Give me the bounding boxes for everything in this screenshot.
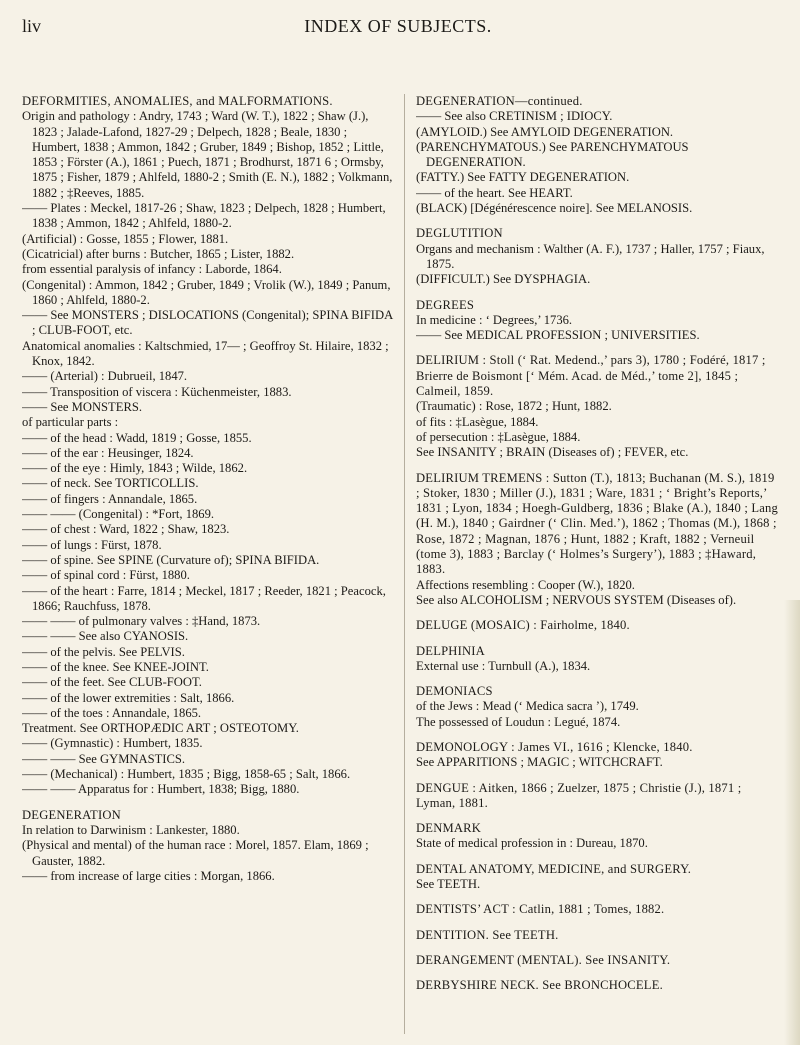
index-entry	[22, 94, 394, 798]
left-column	[22, 94, 394, 1034]
entry-line: —— Plates : Meckel, 1817-26 ; Shaw, 1823 ; Delpech, 1828 ; Humbert, 1838 ; Ammon, 1842 ; Ahlfeld, 1880-2.	[22, 201, 386, 231]
entry-heading: DENTITION. See TEETH.	[416, 927, 559, 942]
page-number: liv	[22, 16, 42, 36]
entry-heading: DENMARK	[416, 821, 482, 836]
entry-line: of particular parts :	[22, 415, 119, 430]
entry-line: —— (Mechanical) : Humbert, 1835 ; Bigg, 1858-65 ; Salt, 1866.	[22, 767, 351, 782]
entry-line: from essential paralysis of infancy : Laborde, 1864.	[22, 262, 282, 277]
entry-heading: DENTAL ANATOMY, MEDICINE, and SURGERY.	[416, 861, 692, 876]
index-entry	[416, 226, 780, 287]
entry-line: —— Transposition of viscera : Küchenmeister, 1883.	[22, 384, 292, 399]
right-column	[416, 94, 780, 1034]
entry-line: (AMYLOID.) See AMYLOID DEGENERATION.	[416, 124, 674, 139]
entry-line: —— of the pelvis. See PELVIS.	[22, 644, 185, 659]
entry-line: —— —— See also CYANOSIS.	[22, 629, 189, 644]
index-entry	[416, 902, 780, 917]
entry-line: (DIFFICULT.) See DYSPHAGIA.	[416, 272, 591, 287]
entry-line: of fits : ‡Lasègue, 1884.	[416, 414, 539, 429]
entry-line: The possessed of Loudun : Legué, 1874.	[416, 714, 621, 729]
entry-line: State of medical profession in : Dureau, 1870.	[416, 836, 648, 851]
index-entry	[416, 978, 780, 993]
entry-line: —— of fingers : Annandale, 1865.	[22, 491, 198, 506]
entry-line: —— of the feet. See CLUB-FOOT.	[22, 675, 202, 690]
entry-line: of the Jews : Mead (‘ Medica sacra ’), 1749.	[416, 699, 639, 714]
entry-line: In medicine : ‘ Degrees,’ 1736.	[416, 312, 573, 327]
entry-line: —— of the heart : Farre, 1814 ; Meckel, 1817 ; Reeder, 1821 ; Peacock, 1866; Rauchfuss, 1878.	[22, 583, 386, 613]
column-divider	[404, 94, 405, 1034]
entry-line: (Traumatic) : Rose, 1872 ; Hunt, 1882.	[416, 399, 612, 414]
entry-line: —— of the eye : Himly, 1843 ; Wilde, 1862.	[22, 461, 248, 476]
entry-line: —— —— See GYMNASTICS.	[22, 751, 186, 766]
entry-line: —— of lungs : Fürst, 1878.	[22, 537, 162, 552]
entry-heading: DEGREES	[416, 297, 475, 312]
entry-heading: DENTISTS’ ACT : Catlin, 1881 ; Tomes, 1882.	[416, 902, 665, 917]
entry-heading: DELIRIUM : Stoll (‘ Rat. Medend.,’ pars 3), 1780 ; Fodéré, 1817 ; Brierre de Boismont [‘ Mém. Acad. de Méd.,’ tome 2], 1845 ; Calmeil, 1859.	[416, 353, 766, 399]
entry-line: —— —— of pulmonary valves : ‡Hand, 1873.	[22, 614, 261, 629]
entry-heading: DEFORMITIES, ANOMALIES, and MALFORMATIONS.	[22, 94, 333, 108]
index-entry	[416, 644, 780, 675]
entry-line: —— of the ear : Heusinger, 1824.	[22, 445, 194, 460]
entry-line: (Cicatricial) after burns : Butcher, 1865 ; Lister, 1882.	[22, 246, 295, 261]
entry-line: In relation to Darwinism : Lankester, 1880.	[22, 822, 240, 837]
entry-line: —— of the lower extremities : Salt, 1866.	[22, 690, 235, 705]
entry-heading: DEGLUTITION	[416, 226, 503, 241]
entry-heading: DEMONOLOGY : James VI., 1616 ; Klencke, 1840.	[416, 739, 693, 754]
entry-line: —— See MONSTERS.	[22, 399, 142, 414]
entry-line: —— See MEDICAL PROFESSION ; UNIVERSITIES.	[416, 328, 700, 343]
index-entry	[416, 928, 780, 943]
entry-line: (PARENCHYMATOUS.) See PARENCHYMATOUS DEGENERATION.	[416, 139, 689, 170]
entry-line: —— See also CRETINISM ; IDIOCY.	[416, 109, 613, 124]
entry-line: (FATTY.) See FATTY DEGENERATION.	[416, 170, 630, 185]
entry-line: See TEETH.	[416, 877, 481, 892]
index-entry	[416, 740, 780, 771]
index-entry	[416, 862, 780, 893]
page-title: INDEX OF SUBJECTS.	[304, 16, 492, 36]
entry-line: —— of the head : Wadd, 1819 ; Gosse, 1855.	[22, 430, 252, 445]
entry-line: —— of the toes : Annandale, 1865.	[22, 705, 202, 720]
entry-line: —— of the knee. See KNEE-JOINT.	[22, 659, 209, 674]
entry-heading: DELPHINIA	[416, 643, 485, 658]
entry-line: —— —— Apparatus for : Humbert, 1838; Bigg, 1880.	[22, 782, 300, 797]
index-entry	[416, 94, 780, 216]
index-entry	[22, 808, 394, 884]
entry-line: See APPARITIONS ; MAGIC ; WITCHCRAFT.	[416, 755, 663, 770]
entry-line: (BLACK) [Dégénérescence noire]. See MELANOSIS.	[416, 201, 693, 216]
entry-line: (Artificial) : Gosse, 1855 ; Flower, 1881.	[22, 231, 229, 246]
index-entry	[416, 353, 780, 460]
entry-line: —— of spinal cord : Fürst, 1880.	[22, 568, 190, 583]
entry-line: Anatomical anomalies : Kaltschmied, 17— ; Geoffroy St. Hilaire, 1832 ; Knox, 1842.	[22, 338, 389, 369]
entry-line: —— (Gymnastic) : Humbert, 1835.	[22, 736, 203, 751]
entry-line: See also ALCOHOLISM ; NERVOUS SYSTEM (Diseases of).	[416, 592, 737, 607]
entry-line: (Physical and mental) of the human race : Morel, 1857. Elam, 1869 ; Gauster, 1882.	[22, 838, 369, 868]
entry-heading: DEMONIACS	[416, 684, 493, 699]
page-header	[22, 16, 774, 46]
entry-line: —— of spine. See SPINE (Curvature of); SPINA BIFIDA.	[22, 552, 320, 567]
entry-line: Treatment. See ORTHOPÆDIC ART ; OSTEOTOMY.	[22, 721, 299, 736]
index-entry	[416, 298, 780, 344]
index-entry	[416, 953, 780, 968]
entry-line: Affections resembling : Cooper (W.), 1820.	[416, 577, 635, 592]
entry-line: Organs and mechanism : Walther (A. F.), 1737 ; Haller, 1757 ; Fiaux, 1875.	[416, 241, 765, 271]
entry-heading: DERBYSHIRE NECK. See BRONCHOCELE.	[416, 978, 663, 993]
entry-heading: DELUGE (MOSAIC) : Fairholme, 1840.	[416, 618, 630, 633]
index-entry	[416, 781, 780, 812]
entry-line: See INSANITY ; BRAIN (Diseases of) ; FEVER, etc.	[416, 445, 689, 460]
entry-line: —— of the heart. See HEART.	[416, 185, 573, 200]
index-entry	[416, 471, 780, 609]
entry-line: —— (Arterial) : Dubrueil, 1847.	[22, 369, 188, 384]
entry-line: (Congenital) : Ammon, 1842 ; Gruber, 1849 ; Vrolik (W.), 1849 ; Panum, 1860 ; Ahlfeld, 1880-2.	[22, 277, 391, 307]
entry-line: —— —— (Congenital) : *Fort, 1869.	[22, 507, 215, 522]
entry-heading: DEGENERATION	[22, 807, 121, 822]
entry-line: Origin and pathology : Andry, 1743 ; Ward (W. T.), 1822 ; Shaw (J.), 1823 ; Jalade-Lafond, 1827-29 ; Delpech, 1828 ; Beale, 1830 ; Humbert, 1838 ; Ammon, 1842 ; Gruber, 1849 ; Bishop, 1852 ; Little, 1853 ; Förster (A.), 1861 ; Puech, 1871 ; Brodhurst, 1871 6 ; Ormsby, 1875 ; Fisher, 1879 ; Ahlfeld, 1880-2 ; Smith (E. N.), 1882 ; Volkmann, 1882 ; ‡Reeves, 1885.	[22, 109, 393, 200]
entry-line: —— from increase of large cities : Morgan, 1866.	[22, 868, 275, 883]
page-edge-shadow	[784, 600, 800, 1045]
entry-heading: DELIRIUM TREMENS : Sutton (T.), 1813; Buchanan (M. S.), 1819 ; Stoker, 1830 ; Miller (J.), 1831 ; Ware, 1831 ; ‘ Bright’s Reports,’ 1831 ; Lyon, 1834 ; Hoegh-Guldberg, 1836 ; Blake (A.), 1840 ; Lang (H. M.), 1840 ; Gairdner (‘ Clin. Med.’), 1862 ; Thomas (M.), 1868 ; Rose, 1872 ; Magnan, 1876 ; Hunt, 1882 ; Kraft, 1882 ; Verneuil (tome 3), 1883 ; Barclay (‘ Holmes’s Surgery’), 1883 ; ‡Haward, 1883.	[416, 470, 779, 577]
entry-heading: DEGENERATION—continued.	[416, 94, 583, 108]
entry-heading: DERANGEMENT (MENTAL). See INSANITY.	[416, 952, 671, 967]
entry-line: —— See MONSTERS ; DISLOCATIONS (Congenital); SPINA BIFIDA ; CLUB-FOOT, etc.	[22, 308, 393, 338]
index-entry	[416, 821, 780, 852]
entry-heading: DENGUE : Aitken, 1866 ; Zuelzer, 1875 ; Christie (J.), 1871 ; Lyman, 1881.	[416, 780, 742, 810]
index-entry	[416, 618, 780, 633]
entry-line: of persecution : ‡Lasègue, 1884.	[416, 429, 581, 444]
index-entry	[416, 684, 780, 730]
entry-line: —— of chest : Ward, 1822 ; Shaw, 1823.	[22, 522, 230, 537]
entry-line: —— of neck. See TORTICOLLIS.	[22, 476, 199, 491]
entry-line: External use : Turnbull (A.), 1834.	[416, 658, 591, 673]
